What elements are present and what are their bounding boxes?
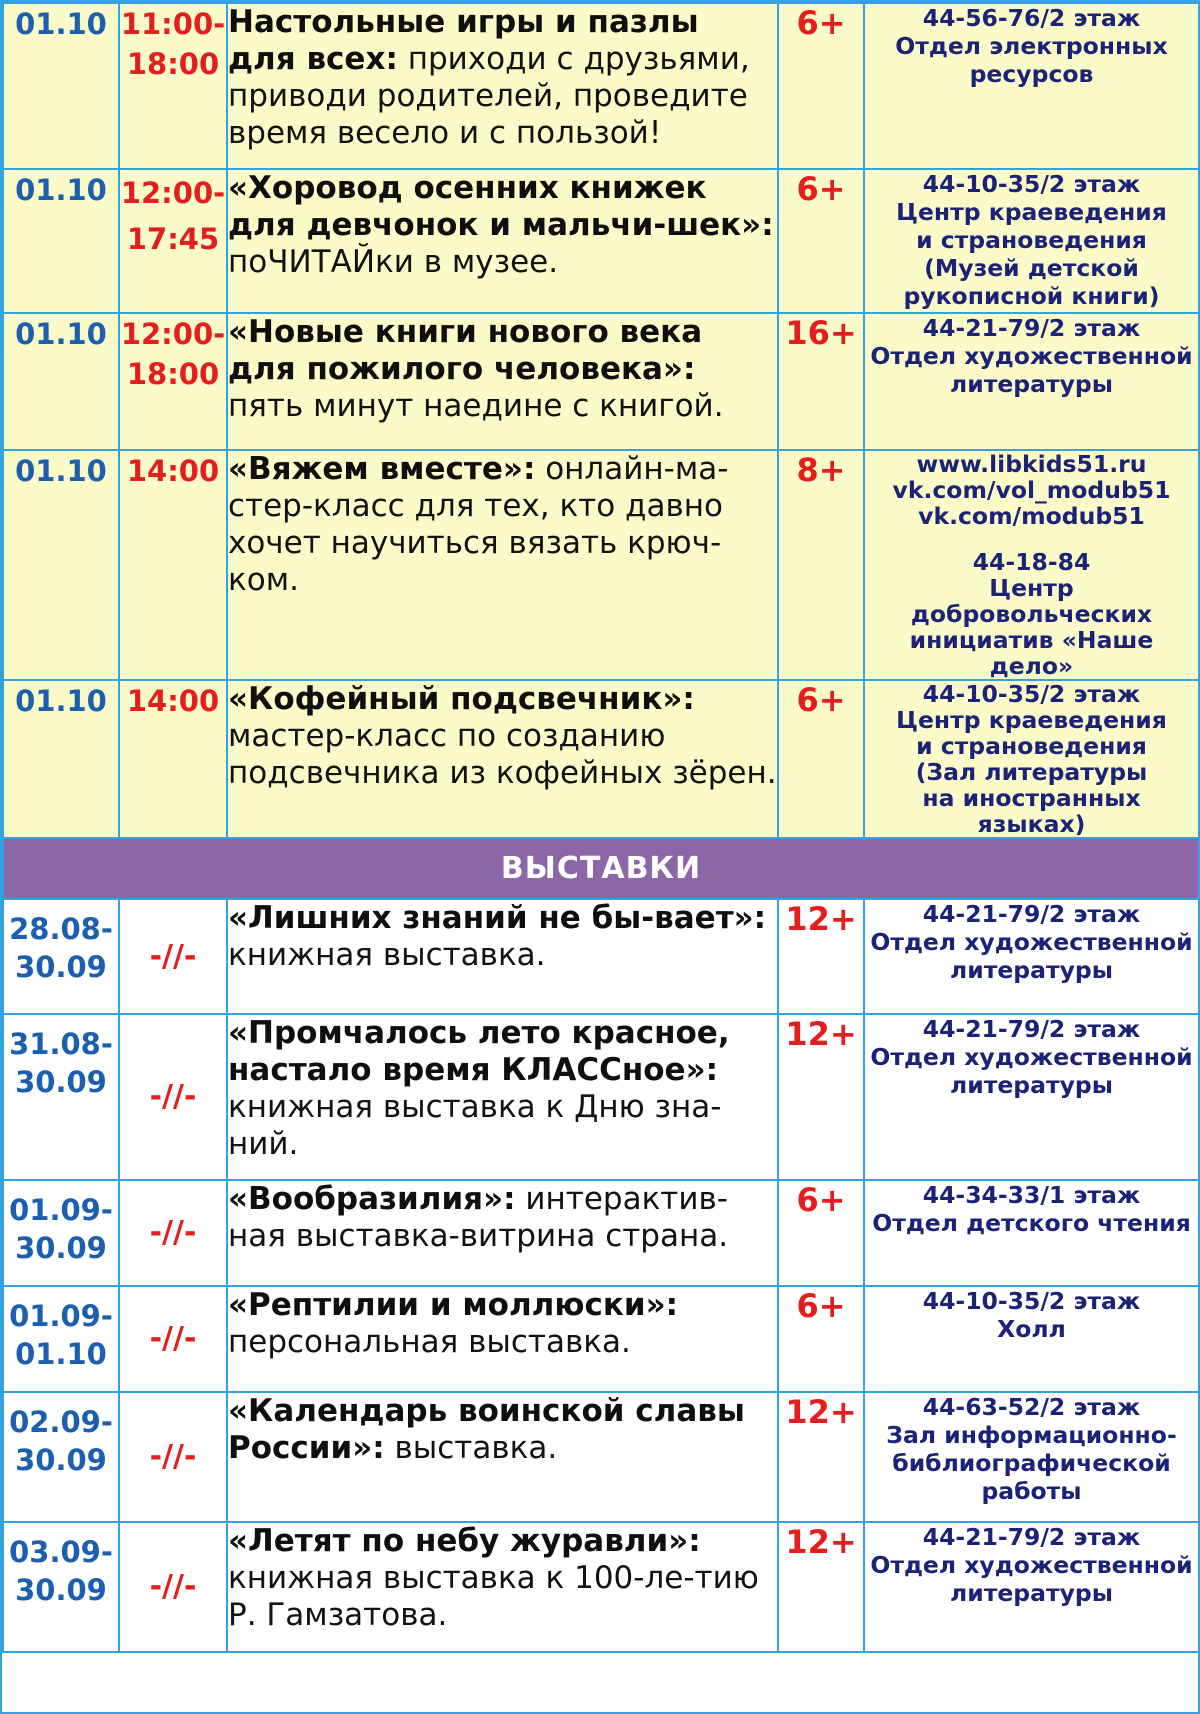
exhibition-row [3, 1522, 1199, 1652]
contact-line: работы [981, 1477, 1082, 1505]
exhibition-description [227, 1180, 778, 1286]
exhibition-row [3, 1014, 1199, 1180]
event-title: «Хоровод осенних книжек для девчонок и мальчи-шек»: [228, 170, 774, 243]
event-date: 01.10 [3, 3, 119, 169]
age-rating: 8+ [778, 450, 864, 680]
exhibition-details: книжная выставка к 100-ле-тию Р. Гамзатова. [228, 1560, 759, 1633]
event-contact [864, 680, 1199, 838]
event-description [227, 450, 778, 680]
exhibition-title: «Календарь воинской славы России»: [228, 1393, 745, 1466]
event-row [3, 450, 1199, 680]
exhibition-time: -//- [119, 1522, 227, 1652]
exhibition-contact [864, 899, 1199, 1014]
exhibition-description [227, 899, 778, 1014]
section-header-row [3, 838, 1199, 899]
contact-line: и страноведения [916, 732, 1147, 760]
vk-link[interactable]: vk.com/modub51 [918, 502, 1145, 530]
contact-line: 44-10-35/2 этаж [922, 1287, 1141, 1315]
exhibition-time: -//- [119, 1392, 227, 1522]
exhibition-details: персональная выставка. [228, 1324, 631, 1360]
time-start: 12:00- [120, 317, 226, 351]
event-time [119, 169, 227, 313]
contact-line: (Музей детской [924, 254, 1139, 282]
exhibition-dates [3, 1522, 119, 1652]
event-row [3, 3, 1199, 169]
date-start: 31.08- [9, 1027, 113, 1061]
events-table [2, 2, 1200, 1653]
event-time [119, 313, 227, 450]
contact-line: и страноведения [916, 226, 1147, 254]
date-start: 28.08- [9, 912, 113, 946]
event-description [227, 313, 778, 450]
contact-line: рукописной книги) [903, 282, 1160, 310]
contact-line: Отдел художественной [870, 928, 1193, 956]
event-row [3, 680, 1199, 838]
contact-line: литературы [950, 956, 1113, 984]
age-rating: 6+ [778, 3, 864, 169]
contact-line: 44-56-76/2 этаж [922, 4, 1141, 32]
contact-line: Отдел детского чтения [872, 1209, 1191, 1237]
exhibition-time: -//- [119, 899, 227, 1014]
event-contact [864, 313, 1199, 450]
exhibition-row [3, 1180, 1199, 1286]
date-end: 30.09 [15, 1231, 107, 1265]
section-title: ВЫСТАВКИ [3, 838, 1199, 899]
time-start: 14:00 [126, 454, 220, 488]
contact-line: литературы [950, 1579, 1113, 1607]
exhibition-row [3, 1286, 1199, 1392]
event-contact [864, 450, 1199, 680]
contact-line: 44-18-84 [972, 548, 1091, 576]
contact-line: 44-34-33/1 этаж [922, 1181, 1141, 1209]
date-start: 03.09- [9, 1535, 113, 1569]
exhibition-contact [864, 1014, 1199, 1180]
exhibition-description [227, 1392, 778, 1522]
date-end: 30.09 [15, 1443, 107, 1477]
event-description [227, 169, 778, 313]
contact-line: 44-21-79/2 этаж [922, 1015, 1141, 1043]
contact-line: 44-21-79/2 этаж [922, 900, 1141, 928]
age-rating: 16+ [778, 313, 864, 450]
contact-line: Отдел художественной [870, 1043, 1193, 1071]
exhibition-dates [3, 1392, 119, 1522]
date-end: 30.09 [15, 950, 107, 984]
contact-line: 44-10-35/2 этаж [922, 680, 1141, 708]
exhibition-description [227, 1286, 778, 1392]
event-details: поЧИТАЙки в музее. [228, 244, 559, 280]
contact-line: 44-21-79/2 этаж [922, 314, 1141, 342]
date-start: 01.09- [9, 1299, 113, 1333]
contact-line: ресурсов [969, 60, 1094, 88]
exhibition-row [3, 899, 1199, 1014]
date-end: 01.10 [15, 1337, 107, 1371]
contact-line: Центр краеведения [896, 706, 1167, 734]
event-title: «Новые книги нового века для пожилого человека»: [228, 314, 703, 387]
event-contact [864, 3, 1199, 169]
exhibition-title: «Рептилии и моллюски»: [228, 1287, 679, 1323]
exhibition-contact [864, 1392, 1199, 1522]
exhibition-time: -//- [119, 1014, 227, 1180]
contact-line: библиографической [892, 1449, 1171, 1477]
event-description [227, 680, 778, 838]
contact-line: Холл [997, 1315, 1066, 1343]
event-date: 01.10 [3, 450, 119, 680]
time-start: 11:00- [120, 7, 226, 41]
event-title: «Кофейный подсвечник»: [228, 681, 695, 717]
exhibition-row [3, 1392, 1199, 1522]
exhibition-contact [864, 1286, 1199, 1392]
event-title: Настольные игры и пазлы для всех: [228, 4, 699, 77]
event-date: 01.10 [3, 169, 119, 313]
contact-line: на иностранных языках) [922, 784, 1141, 838]
exhibition-contact [864, 1522, 1199, 1652]
age-rating: 12+ [778, 1522, 864, 1652]
exhibition-details: интерактив-ная выставка-витрина страна. [228, 1181, 729, 1254]
exhibition-dates [3, 1286, 119, 1392]
date-start: 01.09- [9, 1193, 113, 1227]
exhibition-dates [3, 1014, 119, 1180]
age-rating: 12+ [778, 1014, 864, 1180]
contact-line: Отдел электронных [895, 32, 1168, 60]
time-end: 18:00 [126, 47, 220, 81]
exhibition-title: «Вообразилия»: [228, 1181, 516, 1217]
contact-line: Зал информационно- [886, 1421, 1177, 1449]
contact-line: литературы [950, 1071, 1113, 1099]
exhibition-title: «Летят по небу журавли»: [228, 1523, 701, 1559]
exhibition-contact [864, 1180, 1199, 1286]
time-start: 14:00 [126, 684, 220, 718]
date-start: 02.09- [9, 1405, 113, 1439]
exhibition-details: выставка. [384, 1430, 558, 1466]
event-contact [864, 169, 1199, 313]
contact-line: Центр краеведения [896, 198, 1167, 226]
date-end: 30.09 [15, 1065, 107, 1099]
exhibition-details: книжная выставка. [228, 937, 546, 973]
event-row [3, 169, 1199, 313]
event-date: 01.10 [3, 313, 119, 450]
website-link[interactable]: www.libkids51.ru [916, 450, 1147, 478]
contact-line: литературы [950, 370, 1113, 398]
time-end: 18:00 [126, 357, 220, 391]
event-details: приходи с друзьями, приводи родителей, проведите время весело и с пользой! [228, 41, 750, 151]
event-row [3, 313, 1199, 450]
event-time [119, 450, 227, 680]
age-rating: 12+ [778, 1392, 864, 1522]
exhibition-title: «Промчалось лето красное, настало время КЛАССное»: [228, 1015, 730, 1088]
age-rating: 6+ [778, 169, 864, 313]
exhibition-dates [3, 899, 119, 1014]
event-details: пять минут наедине с книгой. [228, 388, 724, 424]
age-rating: 6+ [778, 680, 864, 838]
age-rating: 6+ [778, 1180, 864, 1286]
contact-line: (Зал литературы [915, 758, 1148, 786]
contact-line: 44-21-79/2 этаж [922, 1523, 1141, 1551]
exhibition-title: «Лишних знаний не бы-вает»: [228, 900, 767, 936]
contact-line: 44-10-35/2 этаж [922, 170, 1141, 198]
time-end: 17:45 [126, 222, 220, 256]
exhibition-description [227, 1014, 778, 1180]
exhibition-dates [3, 1180, 119, 1286]
contact-line: Отдел художественной [870, 342, 1193, 370]
exhibition-description [227, 1522, 778, 1652]
contact-line: Отдел художественной [870, 1551, 1193, 1579]
contact-line: инициатив «Наше дело» [909, 626, 1154, 680]
time-start: 12:00- [120, 176, 226, 210]
event-details: мастер-класс по созданию подсвечника из кофейных зёрен. [228, 718, 777, 791]
event-details: онлайн-ма-стер-класс для тех, кто давно хочет научиться вязать крюч-ком. [228, 451, 729, 598]
exhibition-time: -//- [119, 1180, 227, 1286]
date-end: 30.09 [15, 1573, 107, 1607]
exhibition-details: книжная выставка к Дню зна-ний. [228, 1089, 722, 1162]
event-description [227, 3, 778, 169]
contact-line: Центр добровольческих [910, 574, 1153, 628]
contact-spacer [865, 529, 1198, 549]
event-date: 01.10 [3, 680, 119, 838]
age-rating: 6+ [778, 1286, 864, 1392]
event-time [119, 3, 227, 169]
exhibition-time: -//- [119, 1286, 227, 1392]
age-rating: 12+ [778, 899, 864, 1014]
event-title: «Вяжем вместе»: [228, 451, 536, 487]
contact-line: 44-63-52/2 этаж [922, 1393, 1141, 1421]
event-time [119, 680, 227, 838]
vk-link[interactable]: vk.com/vol_modub51 [892, 476, 1171, 504]
